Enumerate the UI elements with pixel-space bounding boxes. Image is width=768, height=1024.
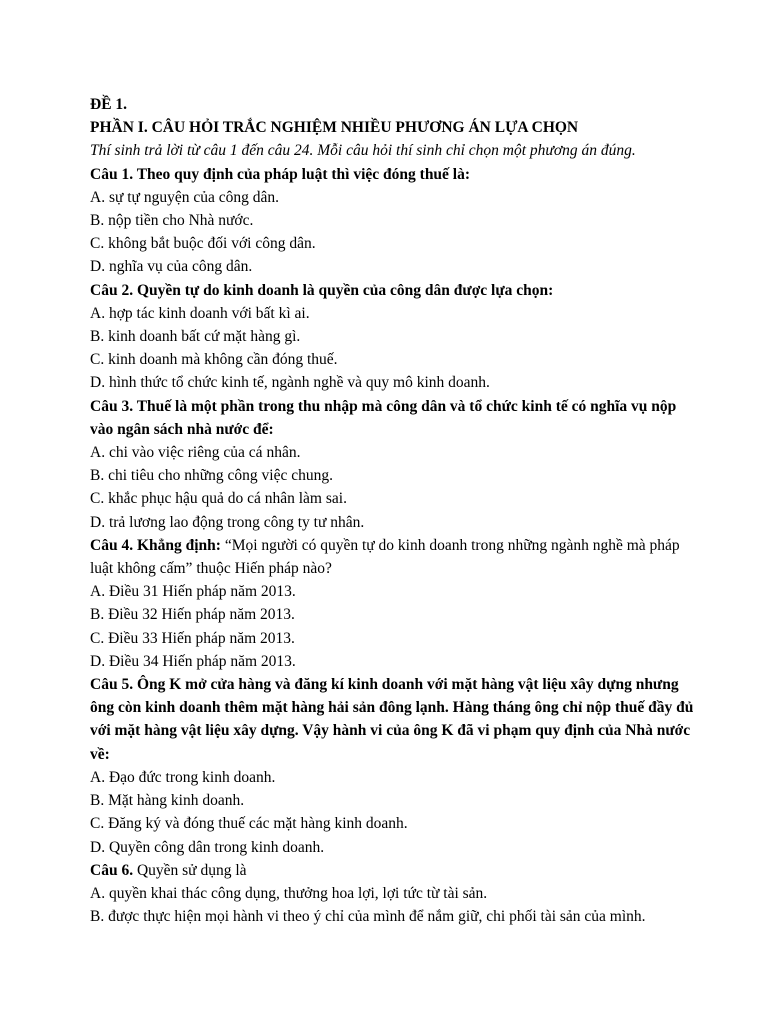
question-label: Câu 6. <box>90 861 134 879</box>
question-stem <box>90 163 730 186</box>
question-text-continued: ông còn kinh doanh thêm mặt hàng hải sản đông lạnh. Hàng tháng ông chỉ nộp thuế đầy đủ <box>90 699 694 717</box>
question-stem <box>90 859 730 882</box>
exam-code: ĐỀ 1. <box>90 96 128 113</box>
option-c: C. kinh doanh mà không cần đóng thuế. <box>90 351 338 369</box>
question-text: Thuế là một phần trong thu nhập mà công dân và tổ chức kinh tế có nghĩa vụ nộp <box>136 397 677 415</box>
question-label: Câu 3. <box>90 397 134 415</box>
question-text: Ông K mở cửa hàng và đăng kí kinh doanh với mặt hàng vật liệu xây dựng nhưng <box>136 676 679 694</box>
option-c: C. không bắt buộc đối với công dân. <box>90 235 316 253</box>
question-label: Câu 5. <box>90 676 134 694</box>
option-b: B. Điều 32 Hiến pháp năm 2013. <box>90 606 295 624</box>
option-c: C. Điều 33 Hiến pháp năm 2013. <box>90 629 295 647</box>
option-d: D. nghĩa vụ của công dân. <box>90 258 253 276</box>
option-a: A. Điều 31 Hiến pháp năm 2013. <box>90 583 296 601</box>
option-c: C. khắc phục hậu quả do cá nhân làm sai. <box>90 490 347 508</box>
question-2 <box>90 279 730 395</box>
option-a: A. sự tự nguyện của công dân. <box>90 188 279 206</box>
question-text: Theo quy định của pháp luật thì việc đóng thuế là: <box>136 165 471 183</box>
option-a: A. quyền khai thác công dụng, thưởng hoa lợi, lợi tức từ tài sản. <box>90 884 488 902</box>
question-text-continued: vào ngân sách nhà nước để: <box>90 420 274 438</box>
question-text: Quyền tự do kinh doanh là quyền của công dân được lựa chọn: <box>136 281 554 299</box>
question-text-continued: luật không cấm” thuộc Hiến pháp nào? <box>90 560 332 578</box>
exam-document <box>90 93 730 928</box>
option-b: B. được thực hiện mọi hành vi theo ý chỉ của mình để nắm giữ, chi phối tài sản của mình. <box>90 908 646 926</box>
question-4 <box>90 534 730 673</box>
question-label: Câu 4. Khẳng định: <box>90 536 221 554</box>
question-text-continued: về: <box>90 745 110 763</box>
question-text-continued: với mặt hàng vật liệu xây dựng. Vậy hành vi của ông K đã vi phạm quy định của Nhà nước <box>90 722 691 740</box>
question-label: Câu 2. <box>90 281 134 299</box>
option-d: D. trả lương lao động trong công ty tư nhân. <box>90 513 365 531</box>
question-stem <box>90 534 730 557</box>
option-b: B. Mặt hàng kinh doanh. <box>90 792 245 810</box>
option-d: D. Điều 34 Hiến pháp năm 2013. <box>90 652 296 670</box>
question-text: Quyền sử dụng là <box>136 861 247 879</box>
question-5 <box>90 673 730 859</box>
option-b: B. chi tiêu cho những công việc chung. <box>90 467 333 485</box>
question-stem <box>90 673 730 696</box>
question-1 <box>90 163 730 279</box>
option-a: A. chi vào việc riêng của cá nhân. <box>90 444 301 462</box>
section-title: PHẦN I. CÂU HỎI TRẮC NGHIỆM NHIỀU PHƯƠNG ÁN LỰA CHỌN <box>90 119 579 137</box>
question-text: “Mọi người có quyền tự do kinh doanh trong những ngành nghề mà pháp <box>224 536 680 554</box>
question-3 <box>90 395 730 534</box>
option-b: B. nộp tiền cho Nhà nước. <box>90 212 254 230</box>
question-6 <box>90 859 730 929</box>
instruction-text: Thí sinh trả lời từ câu 1 đến câu 24. Mỗi câu hỏi thí sinh chỉ chọn một phương án đúng. <box>90 142 636 160</box>
option-d: D. hình thức tổ chức kinh tế, ngành nghề và quy mô kinh doanh. <box>90 374 490 392</box>
option-a: A. hợp tác kinh doanh với bất kì ai. <box>90 304 310 322</box>
question-stem <box>90 279 730 302</box>
question-stem <box>90 395 730 418</box>
option-d: D. Quyền công dân trong kinh doanh. <box>90 838 325 856</box>
option-c: C. Đăng ký và đóng thuế các mặt hàng kinh doanh. <box>90 815 408 833</box>
option-a: A. Đạo đức trong kinh doanh. <box>90 768 276 786</box>
question-label: Câu 1. <box>90 165 134 183</box>
option-b: B. kinh doanh bất cứ mặt hàng gì. <box>90 328 301 346</box>
